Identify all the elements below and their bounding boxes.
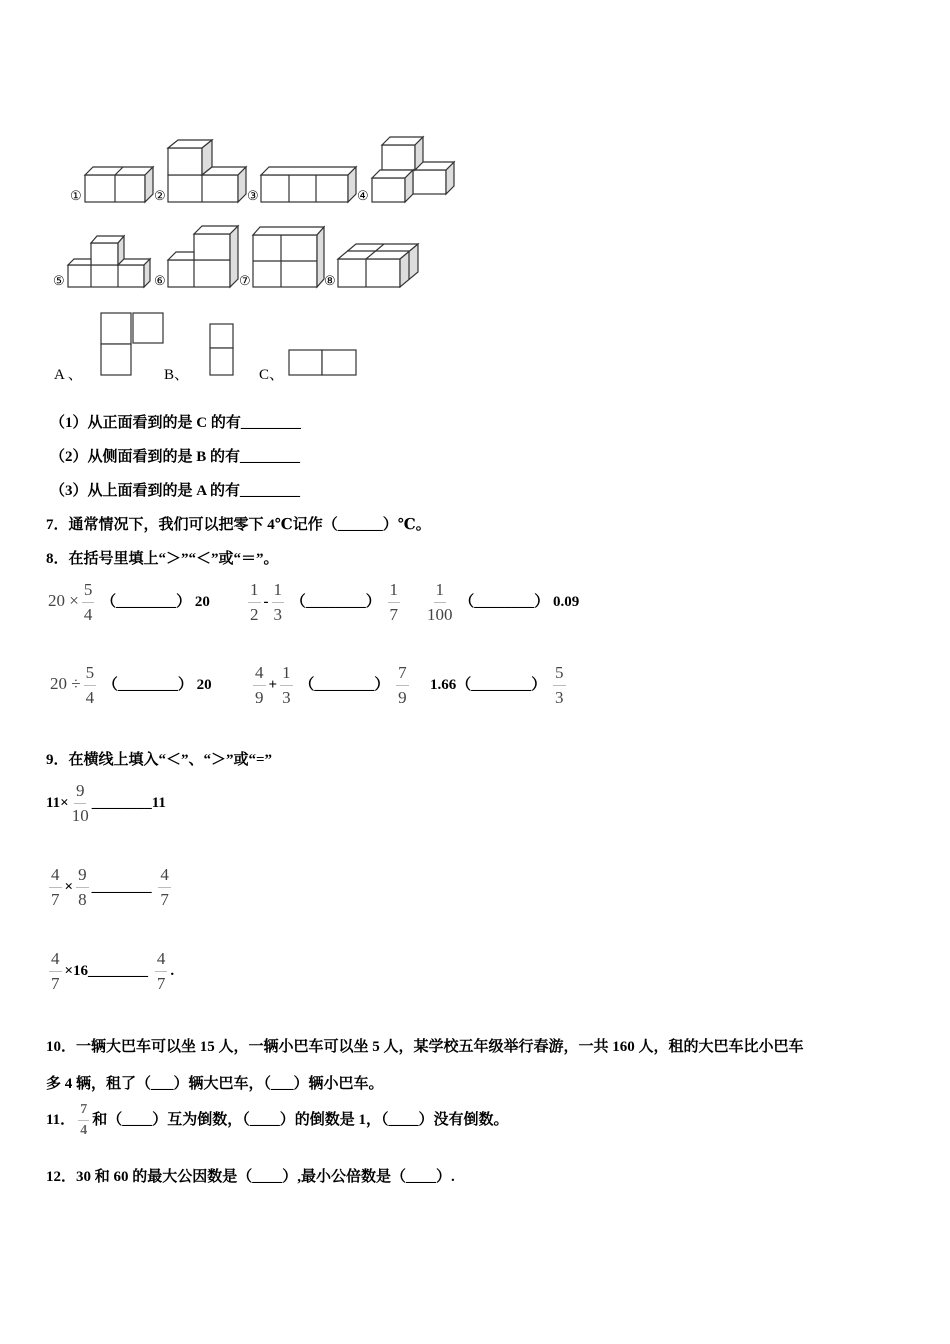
label-solid-2: ② <box>154 188 166 203</box>
label-view-c: C、 <box>259 367 285 383</box>
q10-line2: 多 4 辆，租了（___）辆大巴车，（___）辆小巴车。 <box>46 1076 384 1092</box>
label-solid-4: ④ <box>357 188 369 203</box>
answer-blank[interactable]: （________） <box>102 676 193 693</box>
answer-blank[interactable]: （________） <box>459 593 550 610</box>
solid-4 <box>372 137 454 202</box>
label-solid-6: ⑥ <box>154 273 166 288</box>
view-a <box>101 313 163 375</box>
q9-item-c: $\frac{4}{7}$ ×16________ $\frac{4}{7}$ . <box>51 949 175 993</box>
answer-blank[interactable]: ________ <box>91 794 152 811</box>
solid-3 <box>261 167 356 202</box>
label-solid-5: ⑤ <box>53 273 65 288</box>
label-solid-7: ⑦ <box>239 273 251 288</box>
label-solid-1: ① <box>70 188 82 203</box>
cube-figures <box>0 0 950 400</box>
solid-6 <box>168 226 238 287</box>
q8-row1-expr1: 20 × $\frac{5}{4}$ （________） 20 <box>48 580 210 624</box>
answer-blank[interactable]: （________） <box>290 593 381 610</box>
label-solid-8: ⑧ <box>324 273 336 288</box>
q12: 12．30 和 60 的最大公因数是（____）,最小公倍数是（____）. <box>46 1169 455 1185</box>
q8-row1-expr2: $\frac{1}{2}$ - $\frac{1}{3}$ （________） $\frac{1}{7}$ <box>250 580 399 624</box>
q6-item-3: （3）从上面看到的是 A 的有________ <box>50 483 301 499</box>
q9-item-b: $\frac{4}{7}$ × $\frac{9}{8}$ ________ $\frac{4}{7}$ <box>51 865 169 909</box>
q10-line1: 10．一辆大巴车可以坐 15 人，一辆小巴车可以坐 5 人，某学校五年级举行春游，一共 160 人，租的大巴车比小巴车 <box>46 1039 804 1055</box>
solid-1 <box>85 167 153 202</box>
q8-title: 8．在括号里填上“＞”“＜”或“＝”。 <box>46 551 279 567</box>
answer-blank[interactable]: （________） <box>101 593 192 610</box>
answer-blank[interactable]: ________ <box>91 878 152 895</box>
solid-5 <box>68 236 150 287</box>
solid-8 <box>338 244 418 287</box>
label-solid-3: ③ <box>247 188 259 203</box>
q8-row2-expr3: 1.66（________） $\frac{5}{3}$ <box>430 663 564 707</box>
label-view-a: A 、 <box>54 367 83 383</box>
q8-row2-expr2: $\frac{4}{9}$ + $\frac{1}{3}$ （________） $\frac{7}{9}$ <box>255 663 407 707</box>
q8-row2-expr1: 20 ÷ $\frac{5}{4}$ （________） 20 <box>50 663 212 707</box>
q8-row1-expr3: $\frac{1}{100}$ （________） 0.09 <box>427 580 580 624</box>
q9-title: 9．在横线上填入“＜”、“＞”或“=” <box>46 752 273 768</box>
q11: 11． $\frac{7}{4}$ 和（____）互为倒数，（____）的倒数是 1，（____）没有倒数。 <box>46 1102 509 1138</box>
q7-text: 7．通常情况下，我们可以把零下 4℃记作（______）℃。 <box>46 517 431 533</box>
q9-item-a: 11× $\frac{9}{10}$ ________11 <box>46 781 166 825</box>
q6-item-2: （2）从侧面看到的是 B 的有________ <box>50 449 301 465</box>
solid-2 <box>168 140 246 202</box>
answer-blank[interactable]: （________） <box>456 676 547 693</box>
label-view-b: B、 <box>164 367 190 383</box>
view-c <box>289 350 356 375</box>
view-b <box>210 324 233 375</box>
q6-item-1: （1）从正面看到的是 C 的有________ <box>50 415 301 431</box>
answer-blank[interactable]: （________） <box>299 676 390 693</box>
solid-7 <box>253 227 324 287</box>
